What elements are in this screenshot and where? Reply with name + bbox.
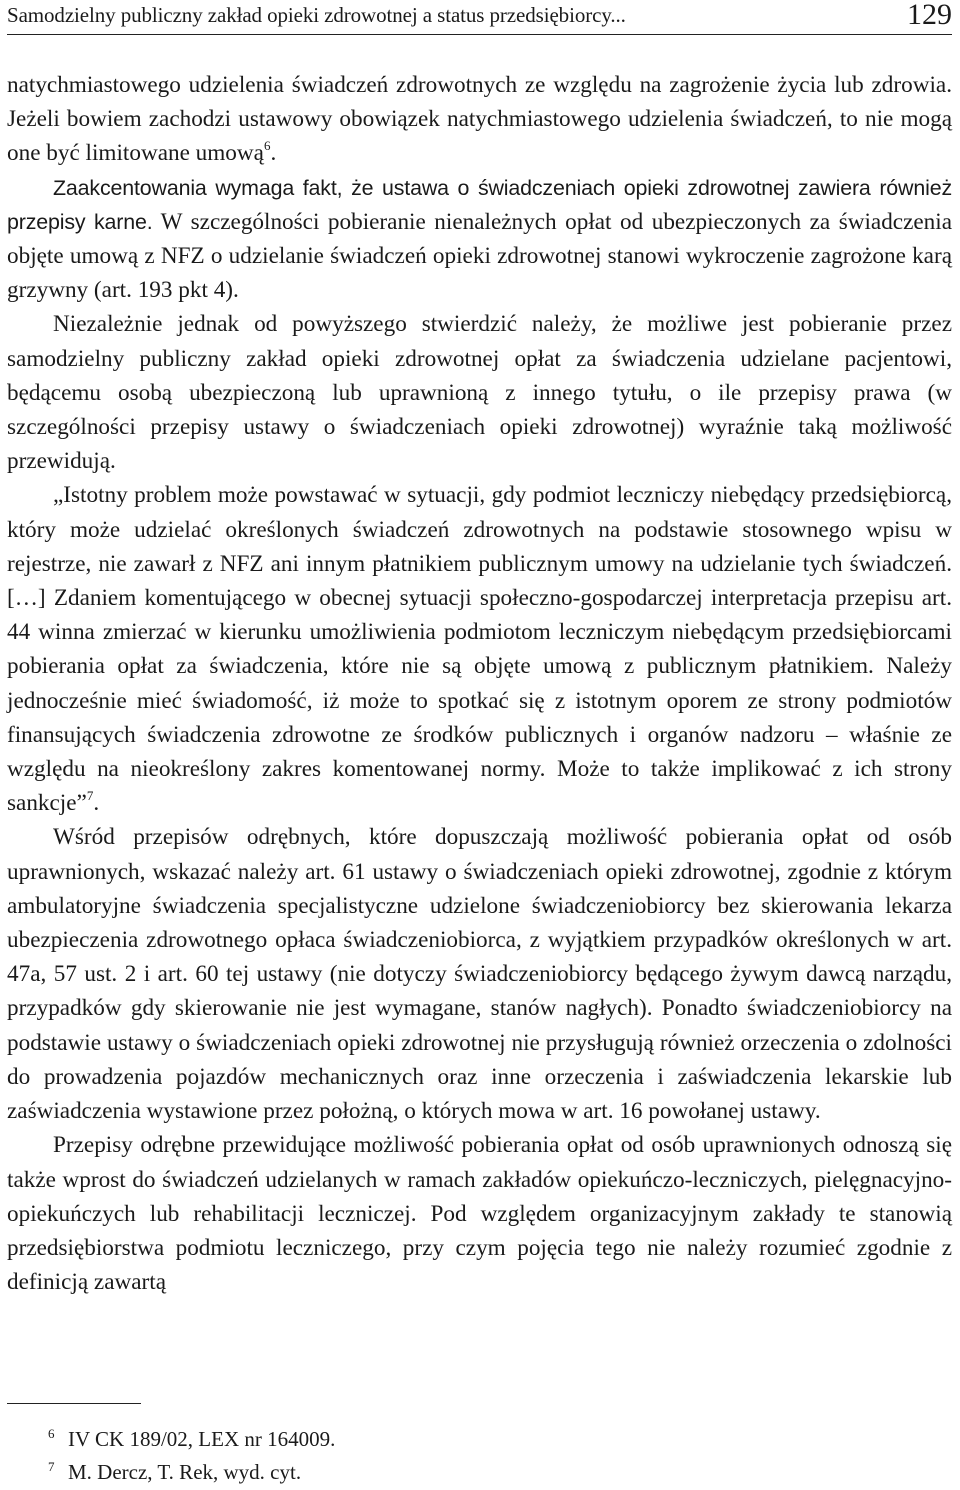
running-header: [7, 0, 952, 35]
paragraph-4-end: .: [93, 790, 100, 817]
footnote-ref-6: 6: [263, 137, 271, 153]
footnote-number: 6: [48, 1426, 55, 1441]
paragraph-3: Niezależnie jednak od powyższego stwierdzić należy, że możliwe jest pobieranie przez samodzielny publiczny zakład opieki zdrowotnej opłat za świadczenia udzielane pacjentowi, będącemu osobą ubezpieczoną lub uprawnioną z innego tytułu, o ile przepisy prawa (w szczególności przepisy ustawy o świadczeniach opieki zdrowotnej) wyraźnie taką możliwość przewidują.: [7, 311, 952, 475]
footnote-separator: [7, 1403, 141, 1404]
running-title: Samodzielny publiczny zakład opieki zdrowotnej a status przedsiębiorcy...: [7, 3, 626, 27]
paragraph-1-end: .: [270, 140, 277, 167]
footnote-ref-7: 7: [86, 787, 94, 803]
paragraph-6: Przepisy odrębne przewidujące możliwość pobierania opłat od osób uprawnionych odnoszą się także wprost do świadczeń udzielanych w ramach zakładów opiekuńczo-leczniczych, pielęgnacyjno-opiekuńczych lub rehabilitacji leczniczej. Pod względem organizacyjnym zakłady te stanowią przedsiębiorstwa podmiotu leczniczego, przy czym pojęcia tego nie należy rozumieć zgodnie z definicją zawartą: [7, 1132, 952, 1296]
page-number: 129: [907, 0, 952, 31]
paragraph-4-text: „Istotny problem może powstawać w sytuacji, gdy podmiot leczniczy niebędący przedsiębiorcą, który może udzielać określonych świadczeń zdrowotnych na podstawie stosownego wpisu w rejestrze, nie zawarł z NFZ ani innym płatnikiem publicznym umowy na udzielanie tych świadczeń. […] Zdaniem komentującego w obecnej sytuacji społeczno-gospodarczej interpretacja przepisu art. 44 winna zmierzać w kierunku umożliwienia podmiotom leczniczym niebędącym przedsiębiorcami pobierania opłat za świadczenia, które nie są objęte umową z publicznym płatnikiem. Należy jednocześnie mieć świadomość, iż może to spotkać się z istotnym oporem ze strony podmiotów finansujących świadczenia zdrowotne ze środków publicznych i organów nadzoru – właśnie ze względu na nieokreślony zakres komentowanej normy. Może to także implikować z ich strony sankcje”: [7, 482, 952, 817]
paragraph-1-text: natychmiastowego udzielenia świadczeń zdrowotnych ze względu na zagrożenie życia lub zdrowia. Jeżeli bowiem zachodzi ustawowy obowiązek natychmiastowego udzielenia świadczeń, to nie mogą one być limitowane umową: [7, 72, 952, 167]
footnote-text: IV CK 189/02, LEX nr 164009.: [68, 1427, 336, 1451]
paragraph-2: [7, 171, 952, 308]
paragraph-1: [7, 68, 952, 171]
paragraph-4-quote: [7, 478, 952, 820]
footnotes: [48, 1424, 335, 1490]
paragraph-5: Wśród przepisów odrębnych, które dopuszczają możliwość pobierania opłat od osób uprawnionych, wskazać należy art. 61 ustawy o świadczeniach opieki zdrowotnej, zgodnie z którym ambulatoryjne świadczenia specjalistyczne udzielone świadczeniobiorcy bez skierowania lekarza ubezpieczenia zdrowotnego opłaca świadczeniobiorca, z wyjątkiem przypadków określonych w art. 47a, 57 ust. 2 i art. 60 tej ustawy (nie dotyczy świadczeniobiorcy będącego żywym dawcą narządu, przypadków gdy skierowanie nie jest wymagane, stanów nagłych). Ponadto świadczeniobiorcy na podstawie ustawy o świadczeniach opieki zdrowotnej nie przysługują również orzeczenia o zdolności do prowadzenia pojazdów mechanicznych oraz inne orzeczenia i zaświadczenia lekarskie lub zaświadczenia wystawione przez położną, o których mowa w art. 16 powołanej ustawy.: [7, 824, 952, 1125]
footnote-6: [48, 1424, 335, 1457]
paragraph-2-text: W szczególności pobieranie nienależnych opłat od ubezpieczonych za świadczenia objęte umową z NFZ o udzielanie świadczeń opieki zdrowotnej stanowi wykroczenie zagrożone karą grzywny (art. 193 pkt 4).: [7, 208, 953, 304]
footnote-number: 7: [48, 1459, 55, 1474]
body-text: [7, 68, 952, 1299]
footnote-7: [48, 1457, 335, 1490]
footnote-text: M. Dercz, T. Rek, wyd. cyt.: [68, 1460, 302, 1484]
paragraph-2-emphasis: Zaakcentowania wymaga fakt, że ustawa o świadczeniach opieki zdrowotnej zawiera również przepisy karne.: [7, 175, 952, 234]
